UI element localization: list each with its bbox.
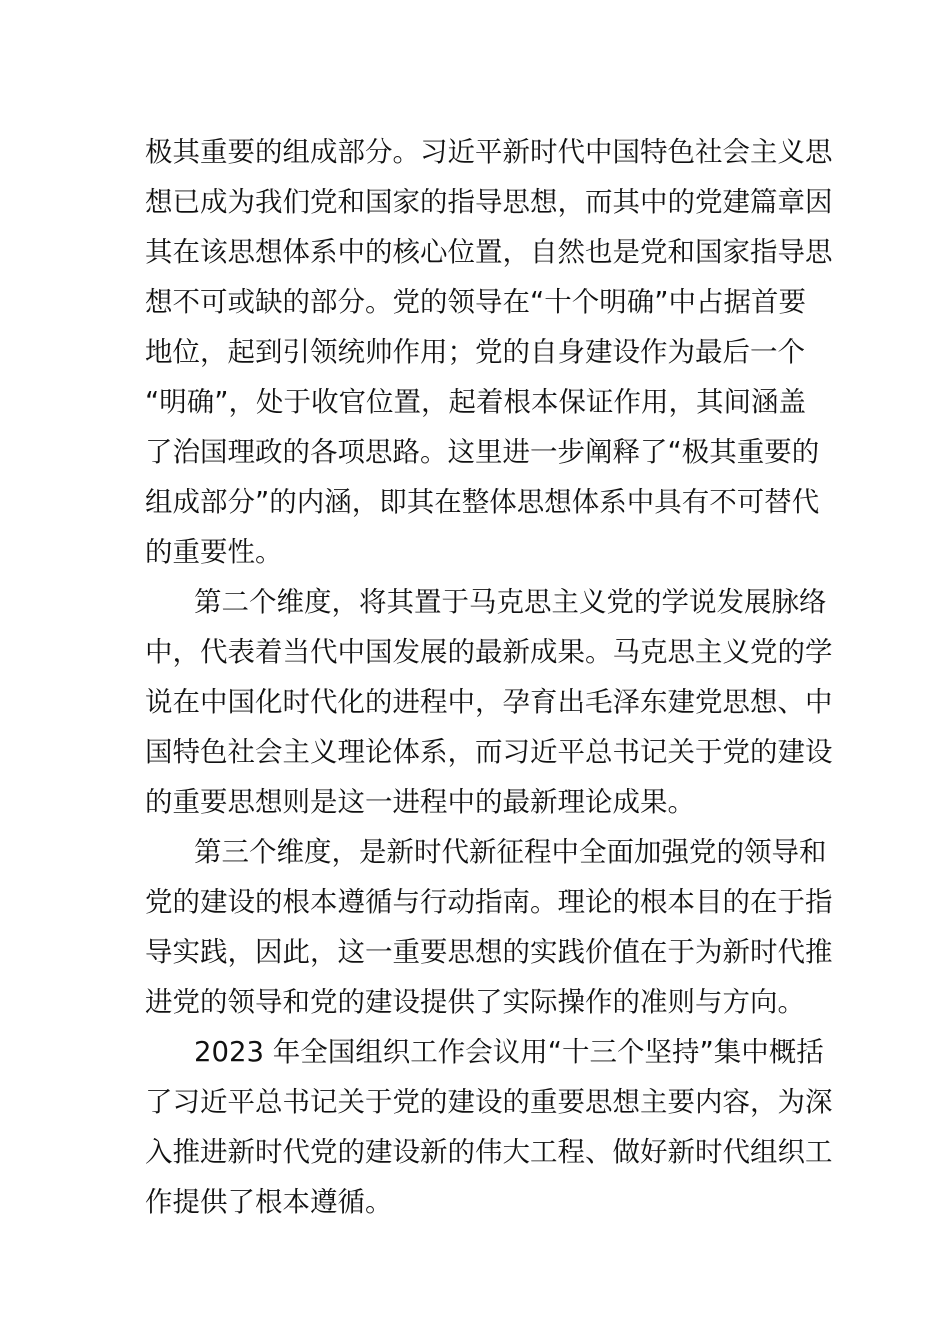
text-line: 组成部分”的内涵，即其在整体思想体系中具有不可替代 [145,486,820,518]
text-line: 地位，起到引领统帅作用；党的自身建设作为最后一个 [145,336,805,368]
text-line: 想已成为我们党和国家的指导思想，而其中的党建篇章因 [145,186,833,218]
text-line: 国特色社会主义理论体系，而习近平总书记关于党的建设 [145,736,833,768]
paragraph-first-line: 2023 年全国组织工作会议用“十三个坚持”集中概括 [194,1036,824,1068]
text-line: 的重要性。 [145,536,283,568]
text-line: 入推进新时代党的建设新的伟大工程、做好新时代组织工 [145,1136,833,1168]
text-line: 其在该思想体系中的核心位置，自然也是党和国家指导思 [145,236,833,268]
text-line: 导实践，因此，这一重要思想的实践价值在于为新时代推 [145,936,833,968]
text-line: 进党的领导和党的建设提供了实际操作的准则与方向。 [145,986,805,1018]
text-line: 极其重要的组成部分。习近平新时代中国特色社会主义思 [145,136,833,168]
text-line: 说在中国化时代化的进程中，孕育出毛泽东建党思想、中 [145,686,833,718]
text-line: 作提供了根本遵循。 [145,1186,393,1218]
text-line: 了习近平总书记关于党的建设的重要思想主要内容，为深 [145,1086,833,1118]
paragraph-first-line: 第二个维度，将其置于马克思主义党的学说发展脉络 [194,586,827,618]
text-line: 中，代表着当代中国发展的最新成果。马克思主义党的学 [145,636,833,668]
text-line: 想不可或缺的部分。党的领导在“十个明确”中占据首要 [145,286,806,318]
paragraph-first-line: 第三个维度，是新时代新征程中全面加强党的领导和 [194,836,827,868]
text-line: 了治国理政的各项思路。这里进一步阐释了“极其重要的 [145,436,820,468]
text-line: “明确”，处于收官位置，起着根本保证作用，其间涵盖 [145,386,806,418]
text-line: 党的建设的根本遵循与行动指南。理论的根本目的在于指 [145,886,833,918]
text-line: 的重要思想则是这一进程中的最新理论成果。 [145,786,695,818]
